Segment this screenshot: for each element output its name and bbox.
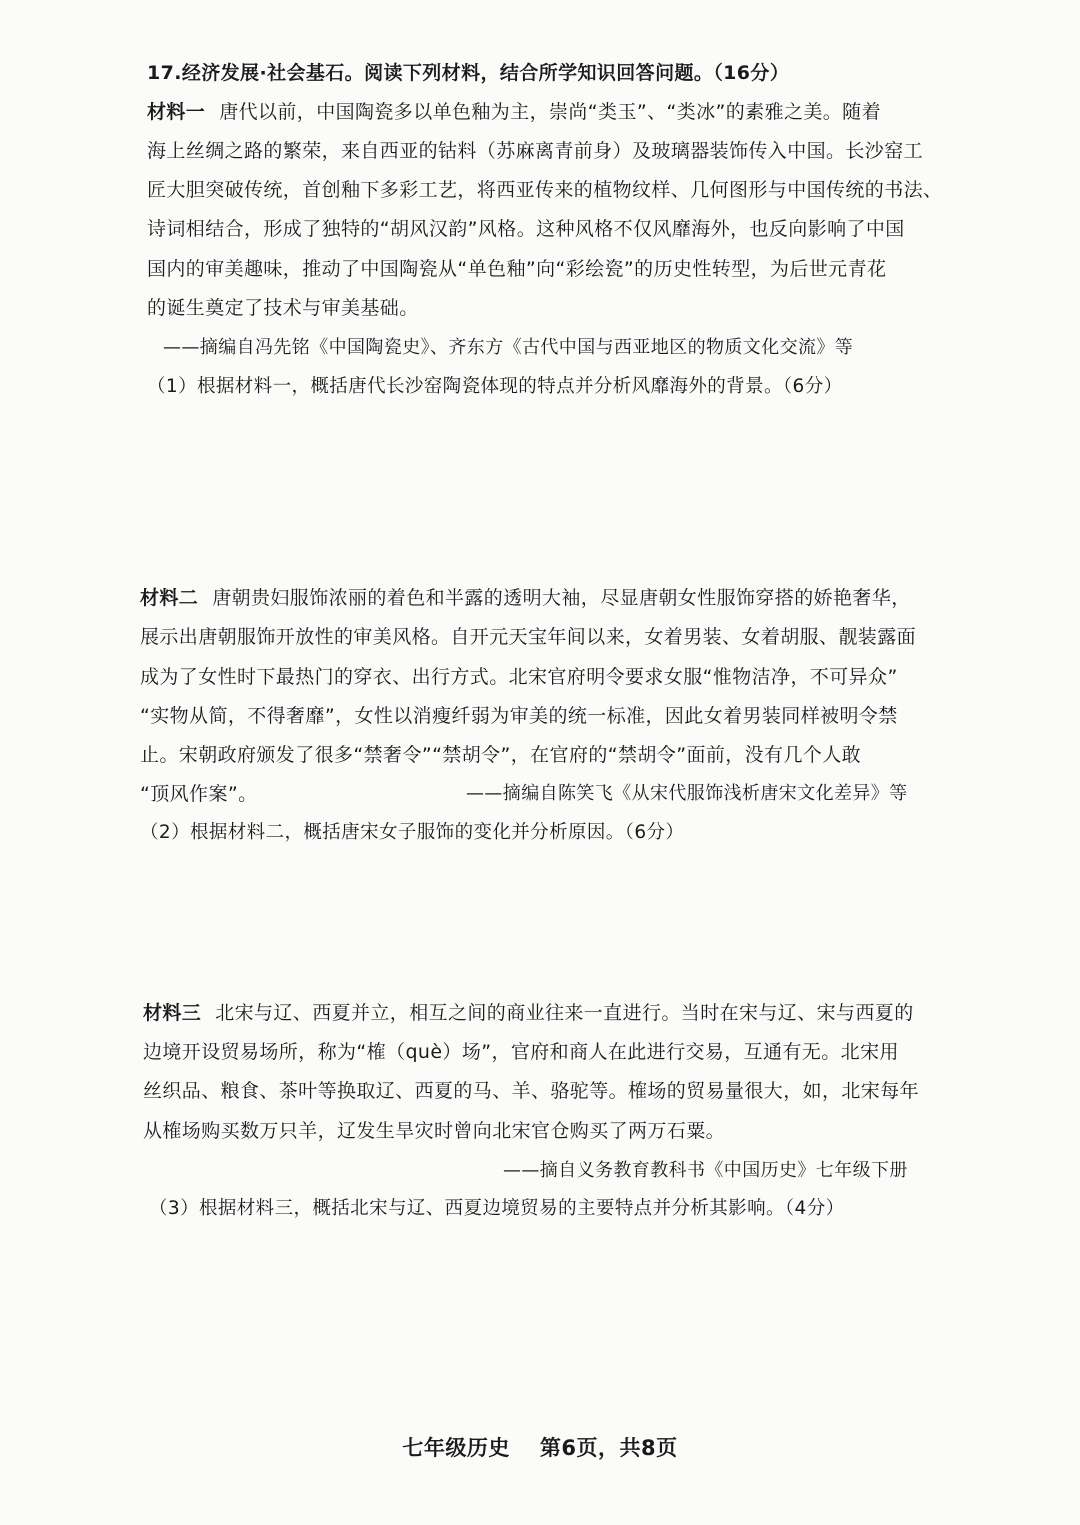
footer-page-number: 第6页，共8页	[539, 1436, 678, 1460]
material2-line-6: “顶风作案”。	[140, 783, 258, 805]
material2-line-5: 止。宋朝政府颁发了很多“禁奢令”“禁胡令”，在官府的“禁胡令”面前，没有几个人敢	[140, 744, 862, 766]
material1-label: 材料一	[147, 101, 206, 123]
material3-line-1	[143, 1000, 914, 1026]
material3-line-3: 丝织品、粮食、茶叶等换取辽、西夏的马、羊、骆驼等。榷场的贸易量很大，如，北宋每年	[143, 1080, 920, 1102]
material1-text: 唐代以前，中国陶瓷多以单色釉为主，崇尚“类玉”、“类冰”的素雅之美。随着	[219, 101, 881, 123]
question-3: （3）根据材料三，概括北宋与辽、西夏边境贸易的主要特点并分析其影响。（4分）	[149, 1198, 845, 1219]
material2-text: 唐朝贵妇服饰浓丽的着色和半露的透明大袖，尽显唐朝女性服饰穿搭的娇艳奢华，	[212, 587, 911, 609]
material1-line-4: 诗词相结合，形成了独特的“胡风汉韵”风格。这种风格不仅风靡海外，也反向影响了中国	[147, 218, 905, 240]
material3-line-4: 从榷场购买数万只羊，辽发生旱灾时曾向北宋官仓购买了两万石粟。	[143, 1120, 726, 1142]
question-1: （1）根据材料一，概括唐代长沙窑陶瓷体现的特点并分析风靡海外的背景。（6分）	[147, 376, 843, 397]
material1-source: ——摘编自冯先铭《中国陶瓷史》、齐东方《古代中国与西亚地区的物质文化交流》等	[163, 337, 854, 358]
material1-line-1	[147, 99, 881, 125]
footer-subject: 七年级历史	[402, 1436, 510, 1460]
material3-label: 材料三	[143, 1002, 202, 1024]
material2-line-4: “实物从简，不得奢靡”，女性以消瘦纤弱为审美的统一标准，因此女着男装同样被明令禁	[140, 705, 898, 727]
material3-text: 北宋与辽、西夏并立，相互之间的商业往来一直进行。当时在宋与辽、宋与西夏的	[215, 1002, 914, 1024]
material3-source: ——摘自义务教育教科书《中国历史》七年级下册	[503, 1160, 908, 1181]
page-footer	[0, 1432, 1080, 1462]
question-2: （2）根据材料二，概括唐宋女子服饰的变化并分析原因。（6分）	[140, 822, 685, 843]
material1-line-5: 国内的审美趣味，推动了中国陶瓷从“单色釉”向“彩绘瓷”的历史性转型，为后世元青花	[147, 258, 887, 280]
material1-line-3: 匠大胆突破传统，首创釉下多彩工艺，将西亚传来的植物纹样、几何图形与中国传统的书法、	[147, 179, 943, 201]
material1-line-2: 海上丝绸之路的繁荣，来自西亚的钴料（苏麻离青前身）及玻璃器装饰传入中国。长沙窑工	[147, 140, 924, 162]
question-title: 17.经济发展·社会基石。阅读下列材料，结合所学知识回答问题。（16分）	[147, 62, 790, 84]
material2-line-1	[140, 585, 911, 611]
material2-source: ——摘编自陈笑飞《从宋代服饰浅析唐宋文化差异》等	[466, 783, 908, 804]
material3-line-2: 边境开设贸易场所，称为“榷（què）场”，官府和商人在此进行交易，互通有无。北宋用	[143, 1041, 899, 1063]
material1-line-6: 的诞生奠定了技术与审美基础。	[147, 297, 419, 319]
material2-line-2: 展示出唐朝服饰开放性的审美风格。自开元天宝年间以来，女着男装、女着胡服、靓装露面	[140, 626, 917, 648]
material2-label: 材料二	[140, 587, 199, 609]
material2-line-3: 成为了女性时下最热门的穿衣、出行方式。北宋官府明令要求女服“惟物洁净，不可异众”	[140, 666, 898, 688]
